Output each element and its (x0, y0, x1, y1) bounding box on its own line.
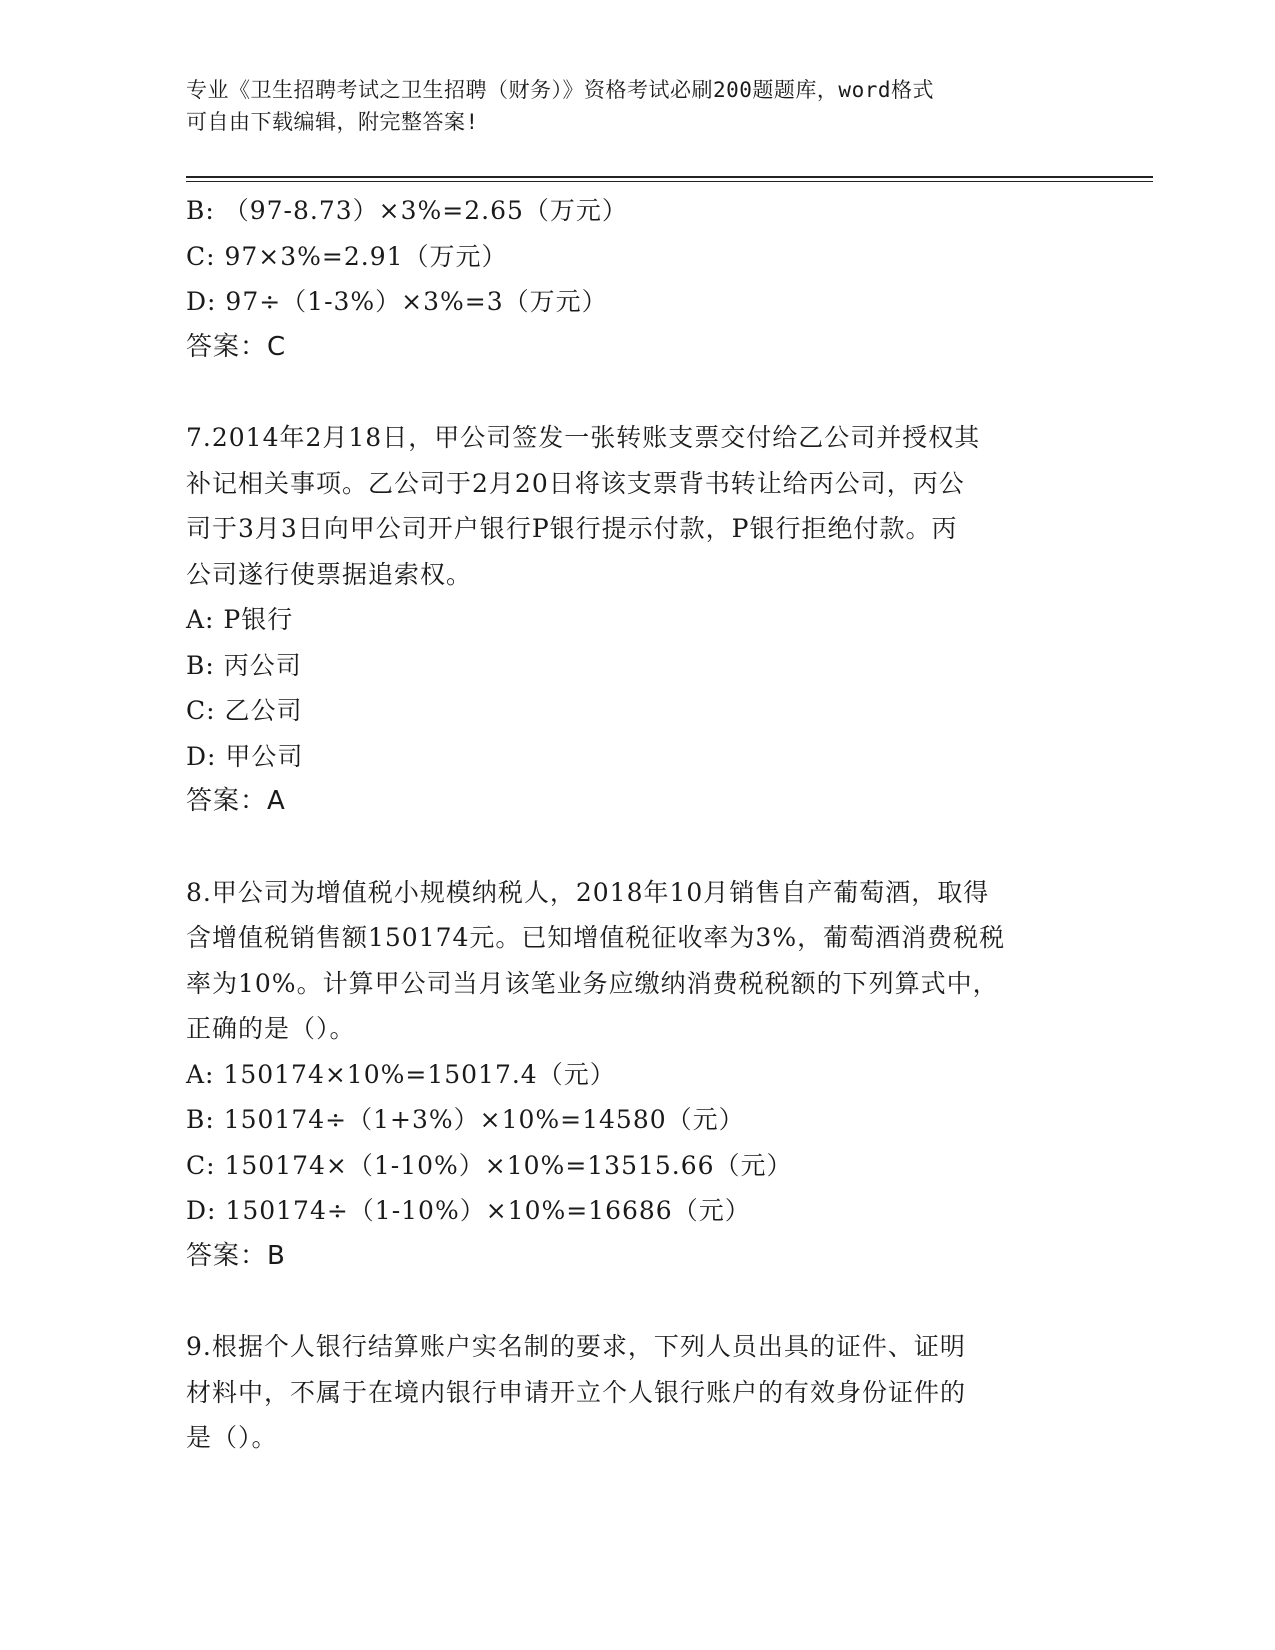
question-text-line: 材料中，不属于在境内银行申请开立个人银行账户的有效身份证件的 (186, 1377, 967, 1407)
answer-line: 答案：B (186, 1240, 286, 1271)
header-line-2: 可自由下载编辑，附完整答案! (186, 110, 479, 134)
question-text-line: 是（）。 (186, 1423, 278, 1452)
answer-line: 答案：C (186, 331, 287, 362)
option-c: C: 97×3%=2.91（万元） (186, 241, 508, 271)
question-7 (186, 415, 1086, 825)
section-gap (186, 370, 1086, 415)
section-gap (186, 825, 1086, 870)
prev-question-options (186, 188, 1086, 325)
option-a: A: P银行 (186, 605, 294, 634)
question-text-line: 率为10%。计算甲公司当月该笔业务应缴纳消费税税额的下列算式中， (186, 968, 999, 998)
question-text-line: 司于3月3日向甲公司开户银行P银行提示付款，P银行拒绝付款。丙 (186, 514, 958, 543)
document-body (186, 188, 1086, 1461)
question-text-line: 含增值税销售额150174元。已知增值税征收率为3%，葡萄酒消费税税 (186, 923, 1006, 952)
header-divider-thick (186, 176, 1153, 178)
option-a: A: 150174×10%=15017.4（元） (186, 1059, 616, 1089)
question-text-line: 公司遂行使票据追索权。 (186, 559, 473, 589)
option-b: B: 150174÷（1+3%）×10%=14580（元） (186, 1105, 745, 1134)
question-8 (186, 870, 1086, 1280)
option-b: B: （97-8.73）×3%=2.65（万元） (186, 196, 628, 225)
question-9 (186, 1324, 1086, 1461)
header-divider-thin (186, 181, 1153, 182)
document-header (186, 74, 1086, 138)
option-d: D: 97÷（1-3%）×3%=3（万元） (186, 287, 608, 316)
option-d: D: 甲公司 (186, 741, 304, 771)
question-text-line: 8.甲公司为增值税小规模纳税人，2018年10月销售自产葡萄酒，取得 (186, 877, 990, 907)
section-gap (186, 1279, 1086, 1324)
answer-line: 答案：A (186, 786, 286, 816)
question-text-line: 补记相关事项。乙公司于2月20日将该支票背书转让给丙公司，丙公 (186, 468, 965, 498)
option-b: B: 丙公司 (186, 650, 302, 680)
question-text-line: 9.根据个人银行结算账户实名制的要求，下列人员出具的证件、证明 (186, 1332, 966, 1361)
header-line-1: 专业《卫生招聘考试之卫生招聘（财务）》资格考试必刷200题题库，word格式 (186, 78, 934, 102)
option-c: C: 150174×（1-10%）×10%=13515.66（元） (186, 1150, 793, 1180)
question-text-line: 正确的是（）。 (186, 1014, 356, 1043)
option-d: D: 150174÷（1-10%）×10%=16686（元） (186, 1196, 751, 1225)
question-text-line: 7.2014年2月18日，甲公司签发一张转账支票交付给乙公司并授权其 (186, 423, 981, 452)
option-c: C: 乙公司 (186, 696, 303, 725)
